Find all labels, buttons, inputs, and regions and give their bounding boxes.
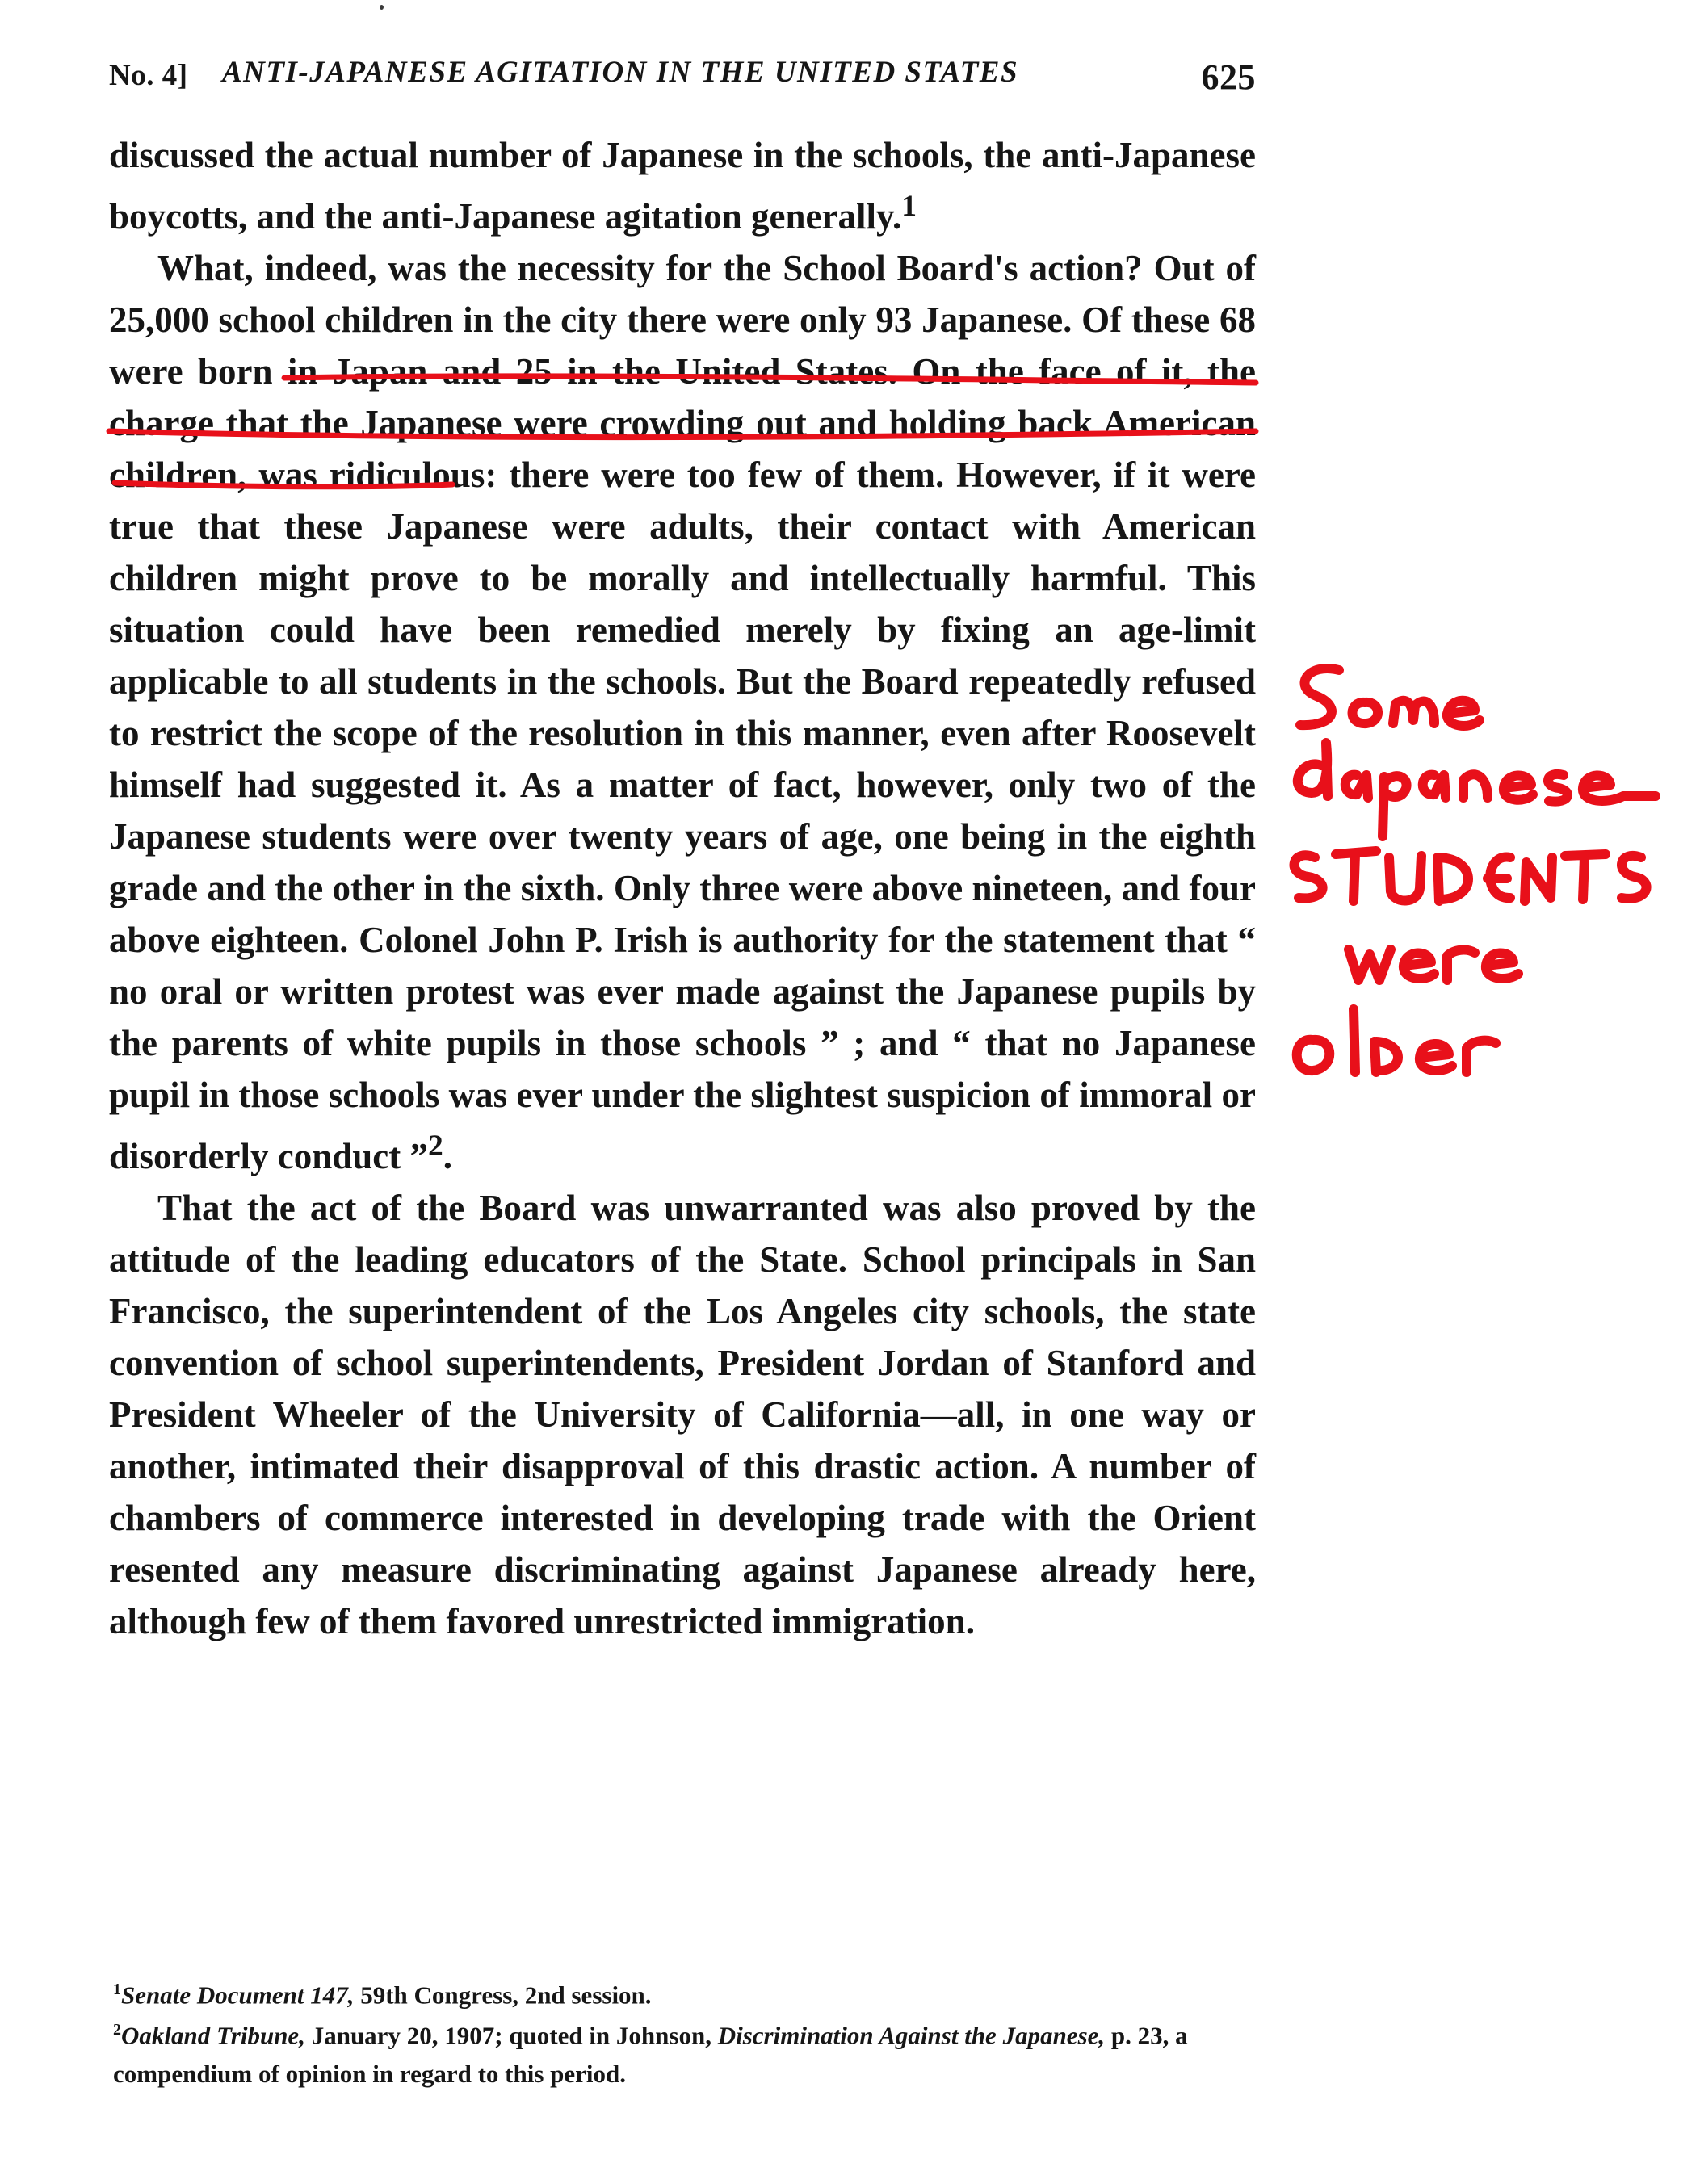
stray-mark [380, 5, 384, 10]
running-header [109, 50, 1256, 107]
footnote-2-rest: p. 23, a compendium of opinion in regard to this period. [113, 2021, 1188, 2089]
footnote-1-rest: 59th Congress, 2nd session. [354, 1981, 652, 2010]
footnote-2-mark: 2 [113, 2021, 121, 2039]
footnote-1 [113, 1970, 1260, 2014]
footnote-2-middle: January 20, 1907; quoted in Johnson, [304, 2021, 718, 2050]
paragraph-3 [109, 1182, 1256, 1647]
footnote-2-book: Discrimination Against the Japanese, [717, 2021, 1106, 2050]
paragraph-1-text: discussed the actual number of Japanese in the schools, the anti-Japanese boycotts, and the anti-Japanese agitation generally. [109, 135, 1256, 237]
paragraph-3-text: That the act of the Board was unwarranted was also proved by the attitude of the leading educators of the State. School principals in San Francisco, the superintendent of the Los Angeles city schools, the state convention of school superintendents, President Jordan of Stanford and President Wheeler of the University of California—all, in one way or another, intimated their disapproval of this drastic action. A number of chambers of commerce interested in developing trade with the Orient resented any measure discriminating against Japanese already here, although few of them favored unrestricted immigration. [109, 1188, 1256, 1641]
footnote-1-mark: 1 [113, 1981, 121, 1998]
body-text [109, 129, 1256, 1647]
volume-number: No. 4] [109, 59, 188, 92]
footnote-ref-2: 2 [428, 1130, 443, 1163]
footnote-2-source: Oakland Tribune, [121, 2021, 305, 2050]
running-title: ANTI-JAPANESE AGITATION IN THE UNITED STATES [222, 56, 1019, 89]
footnote-2 [113, 2010, 1260, 2094]
footnote-1-source: Senate Document 147, [121, 1981, 355, 2010]
handwritten-margin-note [1276, 646, 1680, 1130]
page-number: 625 [1201, 57, 1256, 97]
paragraph-1 [109, 129, 1256, 242]
highlighted-statistics: Out of 25,000 school children in the city there were only 93 Japanese. Of these 68 were born in Japan and 25 in the United States. [109, 248, 1256, 392]
paragraph-2-rest: On the face of it, the charge that the Japanese were crowding out and holding back American children, was ridiculous: there were too few of them. However, if it were true that these Japanese were adults, their contact with American children might prove to be morally and intellectually harmful. This situation could have been remedied merely by fixing an age-limit applicable to all students in the schools. But the Board repeatedly refused to restrict the scope of the resolution in this manner, even after Roosevelt himself had suggested it. As a matter of fact, however, only two of the Japanese students were over twenty years of age, one being in the eighth grade and the other in the sixth. Only three were above nineteen, and four above eighteen. Colonel John P. Irish is authority for the statement that “ no oral or written protest was ever made against the Japanese pupils by the parents of white pupils in those schools ” ; and “ that no Japanese pupil in those schools was ever under the slightest suspicion of immoral or disorderly conduct ” [109, 351, 1256, 1176]
paragraph-2-intro: What, indeed, was the necessity for the School Board's action? [157, 248, 1143, 288]
footnote-ref-1: 1 [901, 190, 917, 223]
paragraph-2: What, indeed, was the necessity for the School Board's action? Out of 25,000 school children in the city there were only 93 Japanese. Of these 68 were born in Japan and 25 in the United States. On the face of it, the charge that the Japanese were crowding out and holding back American children, was ridiculous: there were too few of them. However, if it were true that these Japanese were adults, their contact with American children might prove to be morally and intellectually harmful. This situation could have been remedied merely by fixing an age-limit applicable to all students in the schools. But the Board repeatedly refused to restrict the scope of the resolution in this manner, even after Roosevelt himself had suggested it. As a matter of fact, however, only two of the Japanese students were over twenty years of age, one being in the eighth grade and the other in the sixth. Only three were above nineteen, and four above eighteen. Colonel John P. Irish is authority for the statement that “ no oral or written protest was ever made against the Japanese pupils by the parents of white pupils in those schools ” ; and “ that no Japanese pupil in those schools was ever under the slightest suspicion of immoral or disorderly conduct ”$^2$. [109, 248, 1256, 1176]
